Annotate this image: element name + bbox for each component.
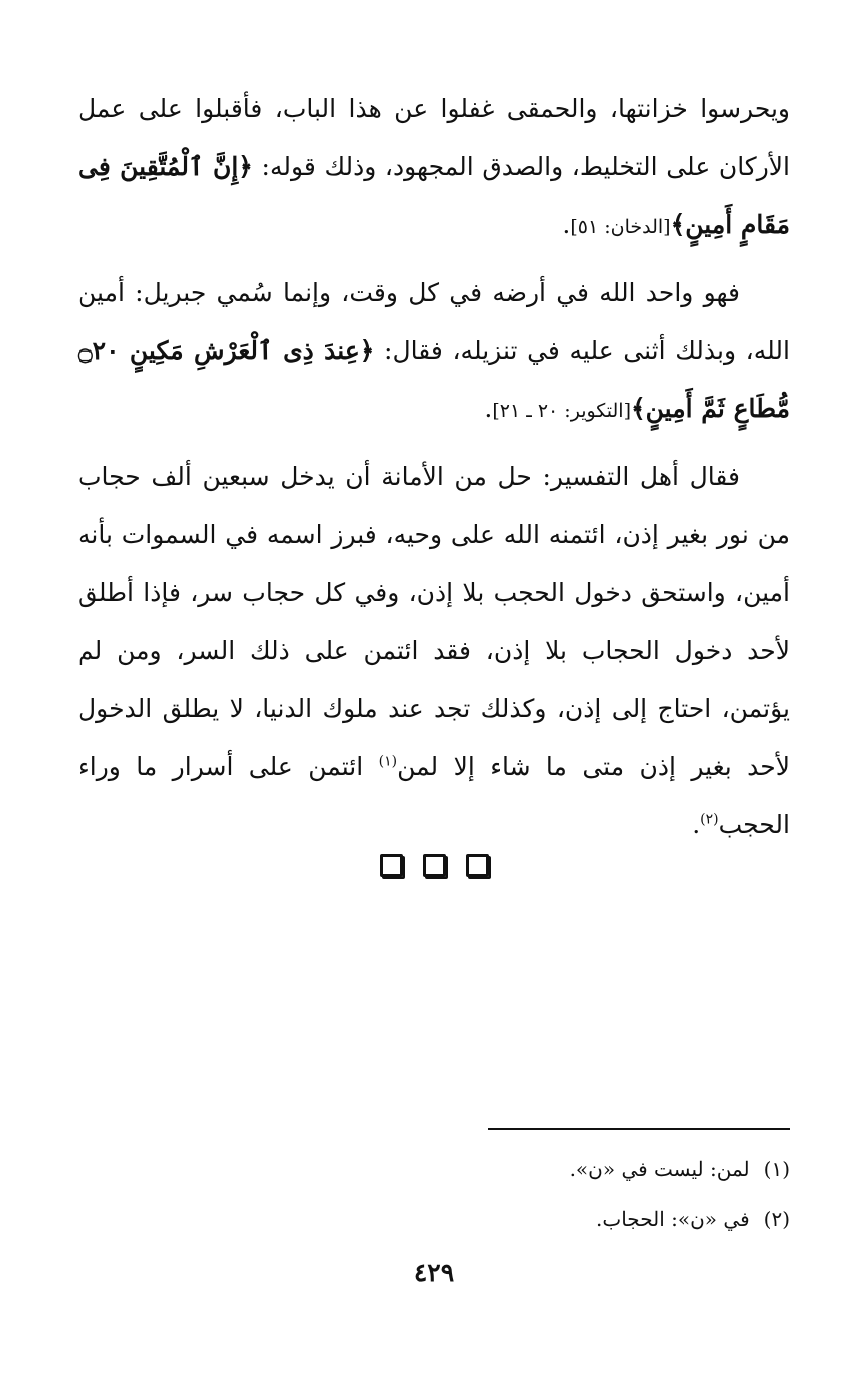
footnote-2 <box>90 1194 790 1244</box>
citation-2: [التكوير: ٢٠ ـ ٢١] <box>492 400 631 422</box>
paragraph-3-end: . <box>692 810 701 839</box>
footnote-2-text: في «ن»: الحجاب. <box>596 1207 750 1231</box>
quran-verse-1: ﴿إِنَّ ٱلْمُتَّقِينَ فِى مَقَامٍ أَمِينٍ﴾ <box>78 152 790 239</box>
paragraph-3 <box>78 448 790 854</box>
footnote-1-number: (١) <box>763 1157 790 1181</box>
footnote-ref-1[interactable]: (١) <box>378 753 398 770</box>
paragraph-3-text: فقال أهل التفسير: حل من الأمانة أن يدخل سبعين ألف حجاب من نور بغير إذن، ائتمنه الله على وحيه، فبرز اسمه في السموات بأنه أمين، واستحق دخول الحجب بلا إذن، وفي كل حجاب سر، فإذا أطلق لأحد دخول الحجاب بلا إذن، فقد ائتمن على ذلك السر، ومن لم يؤتمن، احتاج إلى إذن، وكذلك تجد عند ملوك الدنيا، لا يطلق الدخول لأحد بغير إذن متى ما شاء إلا لمن <box>78 462 790 781</box>
square-ornament-icon <box>380 854 403 877</box>
footnote-ref-2[interactable]: (٢) <box>700 811 719 828</box>
section-separator <box>0 854 868 881</box>
quran-verse-2: ﴿عِندَ ذِى ٱلْعَرْشِ مَكِينٍ ۝٢٠ مُّطَاعٍ ثَمَّ أَمِينٍ﴾ <box>78 336 790 423</box>
paragraph-3-text-cont: ائتمن على أسرار ما وراء الحجب <box>78 752 790 839</box>
paragraph-2-text: فهو واحد الله في أرضه في كل وقت، وإنما سُمي جبريل: أمين الله، وبذلك أثنى عليه في تنزيله، فقال: <box>78 278 790 365</box>
page-number: ٤٢٩ <box>413 1258 455 1287</box>
citation-1: [الدخان: ٥١] <box>570 216 671 238</box>
paragraph-1-end: . <box>562 210 571 239</box>
square-ornament-icon <box>466 854 489 877</box>
paragraph-1-text: ويحرسوا خزانتها، والحمقى غفلوا عن هذا الباب، فأقبلوا على عمل الأركان على التخليط، والصدق المجهود، وذلك قوله: <box>78 94 790 181</box>
paragraph-1 <box>78 80 790 256</box>
page-body <box>78 80 790 862</box>
footnote-1 <box>90 1144 790 1194</box>
footnote-2-number: (٢) <box>763 1207 790 1231</box>
paragraph-2 <box>78 264 790 440</box>
square-ornament-icon <box>423 854 446 877</box>
footnote-divider <box>488 1128 790 1130</box>
paragraph-2-end: . <box>484 394 493 423</box>
footnote-1-text: لمن: ليست في «ن». <box>569 1157 750 1181</box>
footnotes <box>90 1144 790 1244</box>
